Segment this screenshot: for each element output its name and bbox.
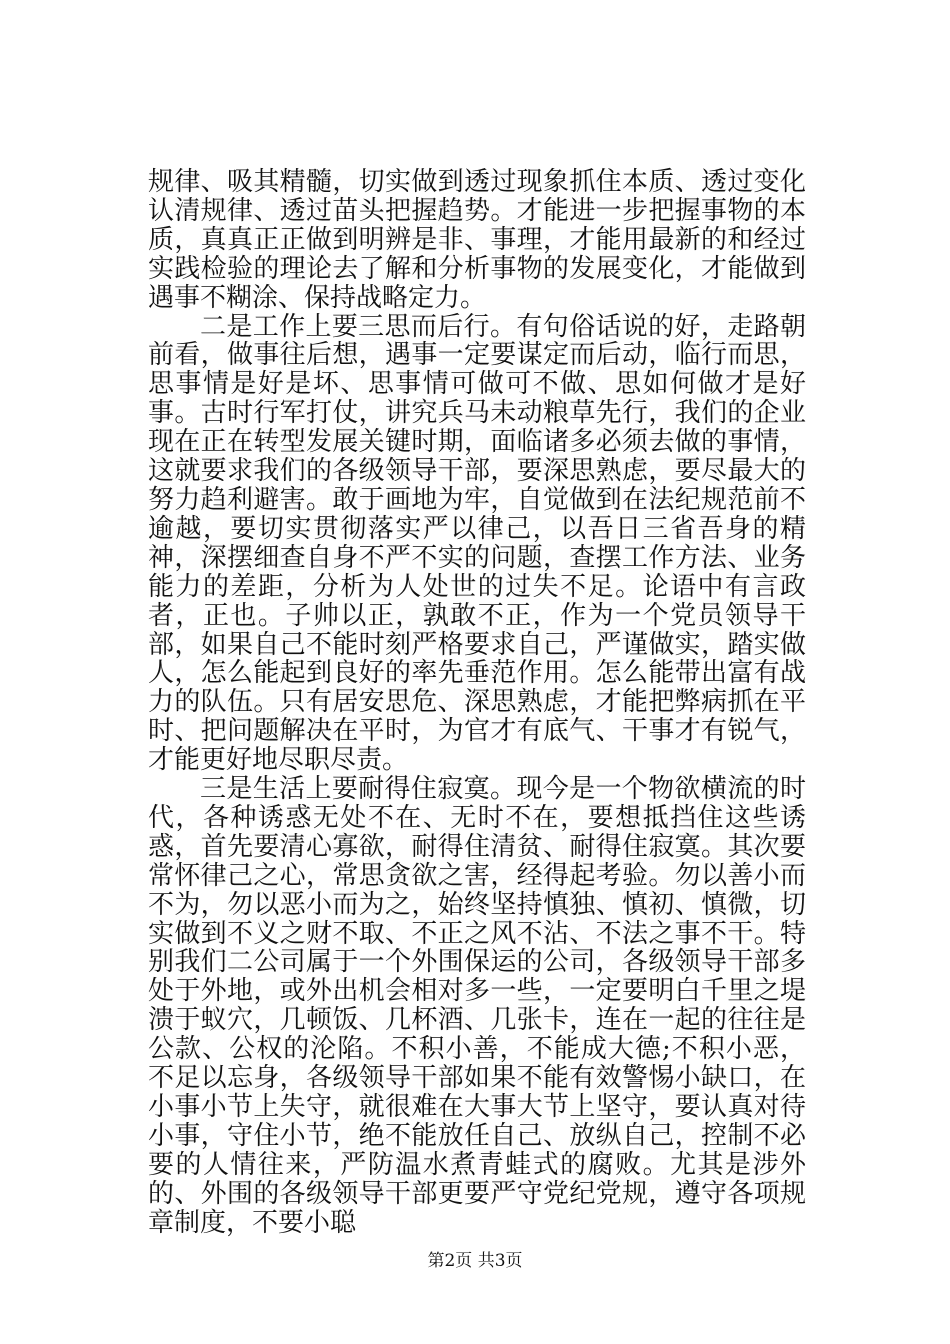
paragraph-work: 二是工作上要三思而后行。有句俗话说的好，走路朝前看，做事往后想，遇事一定要谋定而后动，临行而思，思事情是好是坏、思事情可做可不做、思如何做才是好事。古时行军打仗，讲究兵马未动粮草先行，我们的企业现在正在转型发展关键时期，面临诸多必须去做的事情，这就要求我们的各级领导干部，要深思熟虑，要尽最大的努力趋利避害。敢于画地为牢，自觉做到在法纪规范前不逾越，要切实贯彻落实严以律己，以吾日三省吾身的精神，深摆细查自身不严不实的问题，查摆工作方法、业务能力的差距，分析为人处世的过失不足。论语中有言政者，正也。子帅以正，孰敢不正，作为一个党员领导干部，如果自己不能时刻严格要求自己，严谨做实，踏实做人，怎么能起到良好的率先垂范作用。怎么能带出富有战力的队伍。只有居安思危、深思熟虑，才能把弊病抓在平时、把问题解决在平时，为官才有底气、干事才有锐气，才能更好地尽职尽责。 [148, 311, 806, 776]
paragraph-continuation: 规律、吸其精髓，切实做到透过现象抓住本质、透过变化认清规律、透过苗头把握趋势。才能进一步把握事物的本质，真真正正做到明辨是非、事理，才能用最新的和经过实践检验的理论去了解和分析事物的发展变化，才能做到遇事不糊涂、保持战略定力。 [148, 167, 806, 313]
page-number: 第2页 共3页 [427, 1251, 523, 1271]
paragraph-life: 三是生活上要耐得住寂寞。现今是一个物欲横流的时代，各种诱惑无处不在、无时不在，要想抵挡住这些诱惑，首先要清心寡欲，耐得住清贫、耐得住寂寞。其次要常怀律己之心，常思贪欲之害，经得起考验。勿以善小而不为，勿以恶小而为之，始终坚持慎独、慎初、慎微，切实做到不义之财不取、不正之风不沾、不法之事不干。特别我们二公司属于一个外围保运的公司，各级领导干部多处于外地，或外出机会相对多一些，一定要明白千里之堤溃于蚁穴，几顿饭、几杯酒、几张卡，连在一起的往往是公款、公权的沦陷。不积小善，不能成大德;不积小恶，不足以忘身，各级领导干部如果不能有效警惕小缺口，在小事小节上失守，就很难在大事大节上坚守，要认真对待小事，守住小节，绝不能放任自己、放纵自己，控制不必要的人情往来，严防温水煮青蛙式的腐败。尤其是涉外的、外围的各级领导干部更要严守党纪党规，遵守各项规章制度，不要小聪 [148, 774, 806, 1238]
document-body [148, 168, 806, 1238]
